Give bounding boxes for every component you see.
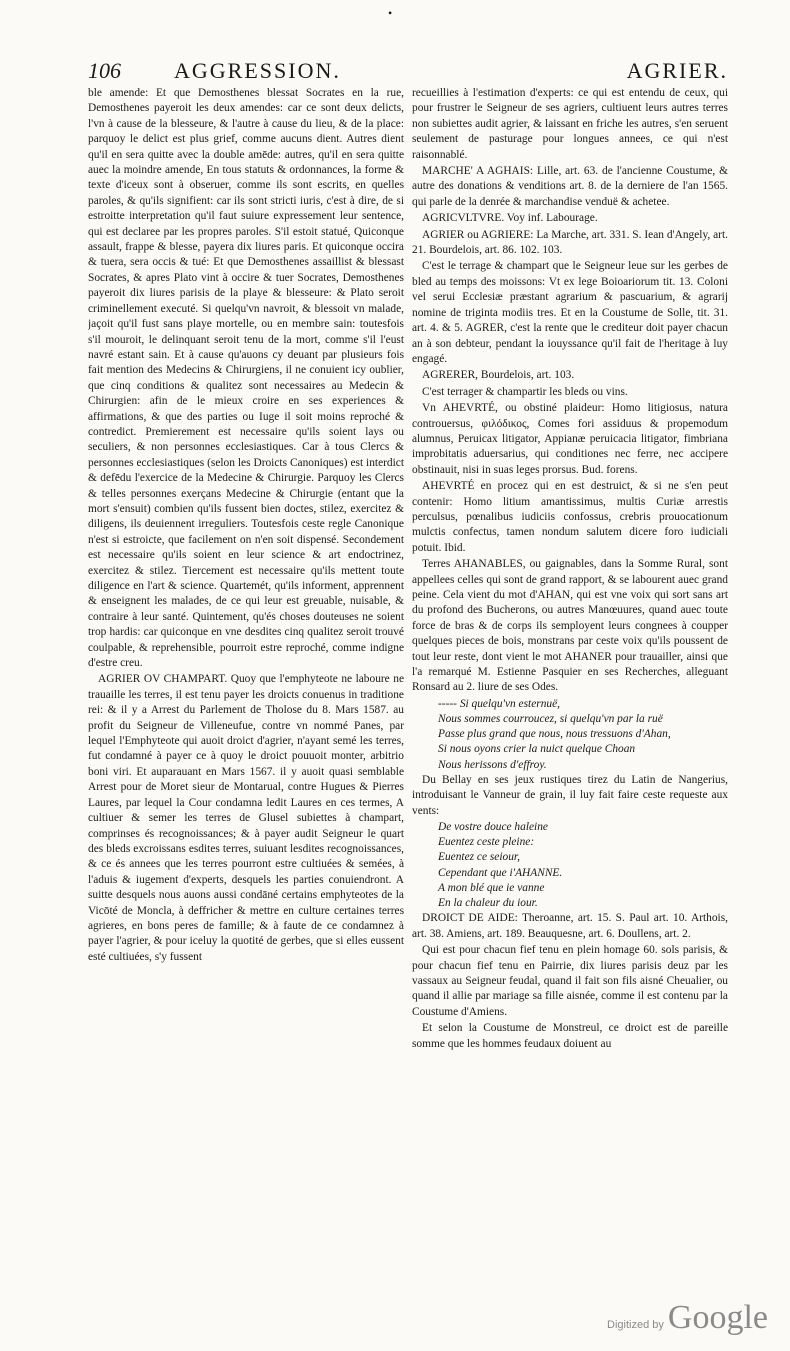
paragraph-monstreul: Et selon la Coustume de Monstreul, ce droict est de pareille somme que les hommes feudaux doiuent au (412, 1022, 728, 1050)
verse-line: Euentez ceste pleine: (438, 836, 535, 849)
entry-aheurte-procez: AHEVRTÉ en procez qui en est destruict, & si ne s'en peut contenir: Homo litium amantissimus, multis Curiæ arrestis perculsus, pœnalibus iudiciis confossus, crebris prouocationum mulctis confectus, tamen nondum salutem dicere foro iudiciali potuit. Ibid. (412, 480, 728, 554)
verse-line: En la chaleur du iour. (438, 897, 538, 910)
paragraph-du-bellay: Du Bellay en ses jeux rustiques tirez du Latin de Nangerius, introduisant le Vanneur de grain, il luy fait faire ceste requeste aux vents: (412, 773, 728, 817)
watermark-prefix: Digitized by (607, 1319, 664, 1331)
verse-line: De vostre douce haleine (438, 821, 548, 834)
running-header (88, 58, 728, 86)
verse-line: Si nous oyons crier la nuict quelque Choan (438, 743, 636, 756)
verse-line: Euentez ce seiour, (438, 851, 520, 864)
entry-droict-de-aide: DROICT DE AIDE: Theroanne, art. 15. S. Paul art. 10. Arthois, art. 38. Amiens, art. 189. Beauquesne, art. 6. Doullens, art. 2. (412, 912, 728, 940)
paragraph-recueillies: recueillies à l'estimation d'experts: ce qui est entendu de ceux, qui pour frustrer le Seigneur de ses agriers, cultiuent leurs autres terres non subiettes audit agrier, & laissant en friche les autres, s'en seruent seulement de pasturage pour longues annees, ce qui n'est raisonnablé. (412, 87, 728, 161)
verse-line: A mon blé que ie vanne (438, 881, 545, 894)
paragraph-aggression: ble amende: Et que Demosthenes blessat Socrates en la rue, Demosthenes payeroit les deux amendes: car ce sont deux delicts, l'vn à cause de la blesseure, & l'autre à cause du lieu, & de la place: parquoy le delict est plus grief, comme aucuns dient. Autres dient qu'il en sera quitte avec la double amēde: autres, qu'il en sera quitte auec la moindre amende, En tous statuts & ordonnances, la forme & texte d'iceux sont à obseruer, comme ils sont escrits, en quelles paroles, & qu'ils signifient: car ils sont stricti iuris, c'est à dire, de si estroitte interpretation qu'il faut suiure expressement leur sentence, qui est declaree par les propres paroles. S'il estoit statué, Quiconque assault, frappe & blesse, payera dix liures paris. Et quiconque occira & tuera, sera occis & tué: Et que Demosthenes assaillist & blessast Socrates, & apres Plato vint à occire & tuer Socrates, Demosthenes payeroit dix liures parisis de la playe & blesseure: & Plato seroit criminellement executé. Si quelqu'vn navroit, & blessoit vn malade, jaçoit qu'il fust sans playe mortelle, ou en membre sain: toutesfois s'il mouroit, le delinquant seroit tenu de la mort, comme s'il l'eust navré estant sain. Et à cause qu'auons cy deuant par plusieurs fois fait mention des Medecins & Chirurgiens, il ne conuient icy oublier, que cinq conditions & qualitez sont necessaires au Medecin & Chirurgien: afin de le mieux croire en ses experiences & affirmations, & que des parties ou Iuge il soit moins reproché & contredict. Premierement est necessaire qu'ils soient lays ou seculiers, & non personnes ecclesiastiques. Car à tous Clercs & personnes ecclesiastiques (selon les Droicts Canoniques) est interdict & defēdu l'exercice de la Medecine & Chirurgie. Parquoy les Clercs & telles personnes exerçans Medecine & Chirurgie (entant que la mort s'ensuit) combien qu'ils fussent bien doctes, stilez, exercitez & diligens, ils deuiennent irreguliers. Toutesfois ceste regle Canonique n'est si estroicte, que facilement on n'en soit dispensé. Secondement est necessaire qu'ils soient en leur science & art endoctrinez, exercitez & stilez. Tiercement est necessaire qu'ils mettent toute diligence en l'art & science. Quartemét, qu'ils informent, apprennent & enseignent les malades, de ce qui leur est greuable, nuisable, & contraire à leur santé. Quintement, qu'és choses douteuses ne soient trop hardis: car quiconque en vne desdites cinq qualitez seroit trouvé coulpable, & reprehensible, pourroit estre reproché, comme indigne d'estre creu. (88, 87, 404, 670)
verse-line: Passe plus grand que nous, nous tressuons d'Ahan, (438, 728, 671, 741)
left-column (88, 86, 404, 1236)
entry-aheurte-plaideur: Vn AHEVRTÉ, ou obstiné plaideur: Homo litigiosus, natura controuersus, φιλόδικος, Comes fori assiduus & propemodum alumnus, Peruicax litigator, Appianæ peruicacia litigator, fimbriana improbitatis aduersarius, qui conditiones nec ferre, nec accipere obstinauit, nisi in suas leges prorsus. Bud. forens. (412, 402, 728, 476)
paragraph-agrier-champart: AGRIER OV CHAMPART. Quoy que l'emphyteote ne laboure ne trauaille les terres, il est tenu payer les droicts conuenus in traditione rei: & il y a Arrest du Parlement de Tholose du 8. Mars 1587. au profit du Seigneur de Villeneufue, contre vn nommé Panes, par lequel l'Emphyteote qui auoit droict d'agrier, n'ayant semé les terres, fut condamné à payer ce à quoy le droict pouuoit monter, arbitrio boni viri. Et auparauant en Mars 1567. il y auoit quasi semblable Arrest pour de Moret sieur de Montarual, contre Hugues & Pierres Laures, par lequel la Cour condamna ledit Laures en ces termes, A cultiuer & semer les terres de Glusel subiettes à champart, comprinses és recognoissances; & à payer audit Seigneur le quart des bleds excroissans esdites terres, suiuant lesdites recognoissances, & ce és annees que les terres pourront estre cultiuées & semées, à l'aduis & iugement d'experts, desquels les parties conuiendront. A suitte desquels nous auons aussi condāné certains emphyteotes de la Vicōté de Moncla, à deffricher & mettre en culture certaines terres agrieres, en bons peres de famille; & à faute de ce condamnez à payer l'agrier, & pour iceluy la quotité de gerbes, que si elles eussent esté cultiuées, s'y fussent (88, 673, 404, 963)
verse-line: Cependant que i'AHANNE. (438, 866, 563, 879)
right-running-title: AGRIER. (626, 58, 728, 83)
verse-line: Nous herissons d'effroy. (438, 758, 547, 771)
page-number: 106 (88, 58, 121, 83)
entry-agrier-agriere: AGRIER ou AGRIERE: La Marche, art. 331. S. Iean d'Angely, art. 21. Bourdelois, art. 86. 102. 103. (412, 228, 728, 257)
entry-agriculture: AGRICVLTVRE. Voy inf. Labourage. (422, 212, 598, 225)
verse-line: Nous sommes courroucez, si quelqu'vn par la ruë (438, 713, 663, 726)
signature-mark: • (388, 6, 393, 20)
right-column (412, 86, 728, 1236)
verse-line: ----- Si quelqu'vn esternuë, (438, 697, 560, 710)
entry-terres-ahanables: Terres AHANABLES, ou gaignables, dans la Somme Rural, sont appellees celles qui sont de grand rapport, & se labourent auec grand peine. Cela vient du mot d'AHAN, qui est vne voix qui sort sans art du profond des Bucherons, ou autres Manœuures, quand auec toute force de bras & de corps ils semployent leurs congnees à coupper quelques pieces de bois, monstrans par ceste voix qu'ils poussent de tout leur reste, dont vient le mot AHANER pour trauailler, ainsi que l'a remarqué M. Estienne Pasquier en ses Recherches, alleguant Ronsard au 2. liure de ses Odes. (412, 558, 728, 694)
google-logo: Google (667, 1299, 768, 1336)
paragraph-terrage: C'est le terrage & champart que le Seigneur leue sur les gerbes de bled au temps des moissons: Vt ex lege Boioariorum tit. 13. Coloni vel serui Ecclesiæ præstant agrarium & pascuarium, & agrarij nomine de triginta modiis tres. Et en la Coustume de Solle, tit. 31. art. 4. & 5. AGRER, c'est la rente que le crediteur doit payer chacun an à son debteur, pendant la iouyssance qu'il fait de l'heritage à luy engagé. (412, 260, 728, 365)
verse-du-bellay (412, 820, 728, 911)
paragraph-terrager: C'est terrager & champartir les bleds ou vins. (422, 385, 628, 398)
verse-ronsard (412, 697, 728, 773)
paragraph-fief: Qui est pour chacun fief tenu en plein homage 60. sols parisis, & pour chacun fief tenu en Pairrie, dix liures parisis deuz par les vassaux au Seigneur feudal, quand il fait son fils aisné Cheualier, ou quand il allie par mariage sa fille aisnée, comme il est contenu par la Coustume d'Amiens. (412, 944, 728, 1018)
entry-marche-a-aghais: MARCHE' A AGHAIS: Lille, art. 63. de l'ancienne Coustume, & autre des donations & venditions art. 8. de la derniere de l'an 1565. qui parle de la denrée & marchandise venduë & achetee. (412, 165, 728, 208)
digitized-watermark (607, 1299, 768, 1337)
left-running-title: AGGRESSION. (174, 58, 341, 83)
entry-agrerer: AGRERER, Bourdelois, art. 103. (422, 369, 575, 382)
